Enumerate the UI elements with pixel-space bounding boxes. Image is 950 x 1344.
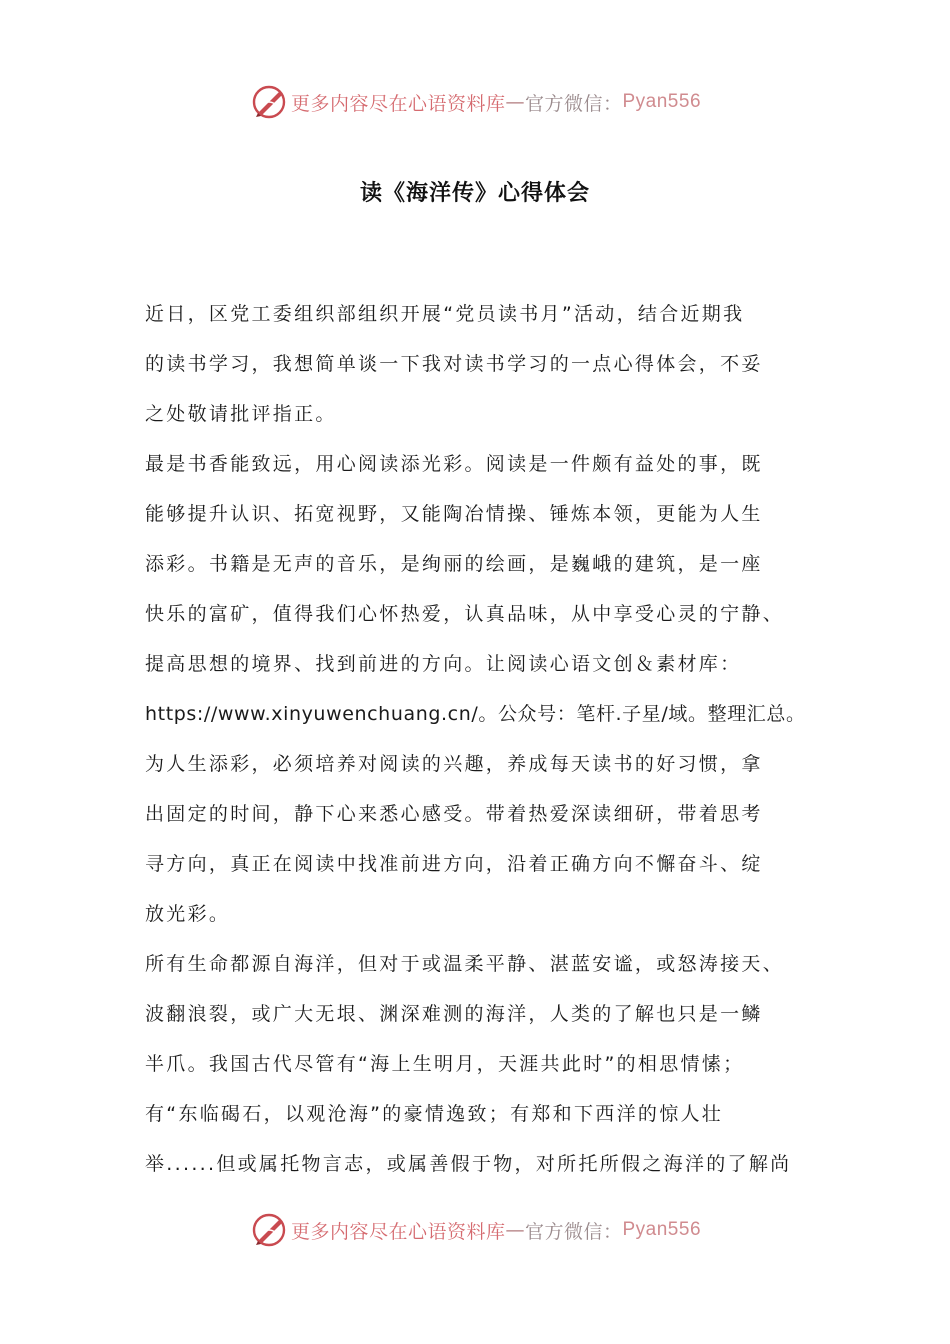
watermark-handle: Pyan556: [622, 91, 702, 112]
document-body: [145, 289, 810, 1189]
body-line: 的读书学习，我想简单谈一下我对读书学习的一点心得体会，不妥: [145, 353, 763, 375]
header-watermark: [0, 80, 950, 124]
footer-watermark: [0, 1208, 950, 1252]
document-title: 读《海洋传》心得体会: [359, 181, 590, 206]
body-line: 波翻浪裂，或广大无垠、渊深难测的海洋，人类的了解也只是一鳞: [145, 1003, 763, 1025]
body-line: 举......但或属托物言志，或属善假于物，对所托所假之海洋的了解尚: [145, 1153, 792, 1175]
pen-logo-icon: [249, 82, 289, 122]
watermark-label: 官方微信：: [524, 1220, 623, 1243]
pen-logo-icon: [249, 1210, 289, 1250]
body-line: 近日，区党工委组织部组织开展“党员读书月”活动，结合近期我: [145, 303, 745, 325]
watermark-handle: Pyan556: [622, 1219, 702, 1240]
watermark-main-text: 更多内容尽在心语资料库: [290, 1220, 506, 1243]
body-line: 能够提升认识、拓宽视野，又能陶冶情操、锤炼本领，更能为人生: [145, 503, 763, 525]
body-line: 为人生添彩，必须培养对阅读的兴趣，养成每天读书的好习惯，拿: [145, 753, 763, 775]
body-line: 提高思想的境界、找到前进的方向。让阅读心语文创＆素材库：: [145, 653, 742, 675]
body-line-url: https://www.xinyuwenchuang.cn/。公众号：笔杆.子星/域。整理汇总。: [145, 703, 806, 725]
body-line: 寻方向，真正在阅读中找准前进方向，沿着正确方向不懈奋斗、绽: [145, 853, 763, 875]
body-line: 添彩。书籍是无声的音乐，是绚丽的绘画，是巍峨的建筑，是一座: [145, 553, 763, 575]
body-line: 半爪。我国古代尽管有“海上生明月，天涯共此时”的相思情愫；: [145, 1053, 745, 1075]
body-line: 所有生命都源自海洋，但对于或温柔平静、湛蓝安谧，或怒涛接天、: [145, 953, 785, 975]
watermark-dash: —: [505, 1219, 525, 1241]
watermark-label: 官方微信：: [524, 92, 623, 115]
body-line: 出固定的时间，静下心来悉心感受。带着热爱深读细研，带着思考: [145, 803, 763, 825]
body-line: 快乐的富矿，值得我们心怀热爱，认真品味，从中享受心灵的宁静、: [145, 603, 785, 625]
body-line: 放光彩。: [145, 903, 231, 925]
body-line: 之处敬请批评指正。: [145, 403, 337, 425]
watermark-main-text: 更多内容尽在心语资料库: [290, 92, 506, 115]
body-line: 有“东临碣石，以观沧海”的豪情逸致；有郑和下西洋的惊人壮: [145, 1103, 724, 1125]
body-line: 最是书香能致远，用心阅读添光彩。阅读是一件颇有益处的事，既: [145, 453, 763, 475]
watermark-dash: —: [505, 91, 525, 113]
